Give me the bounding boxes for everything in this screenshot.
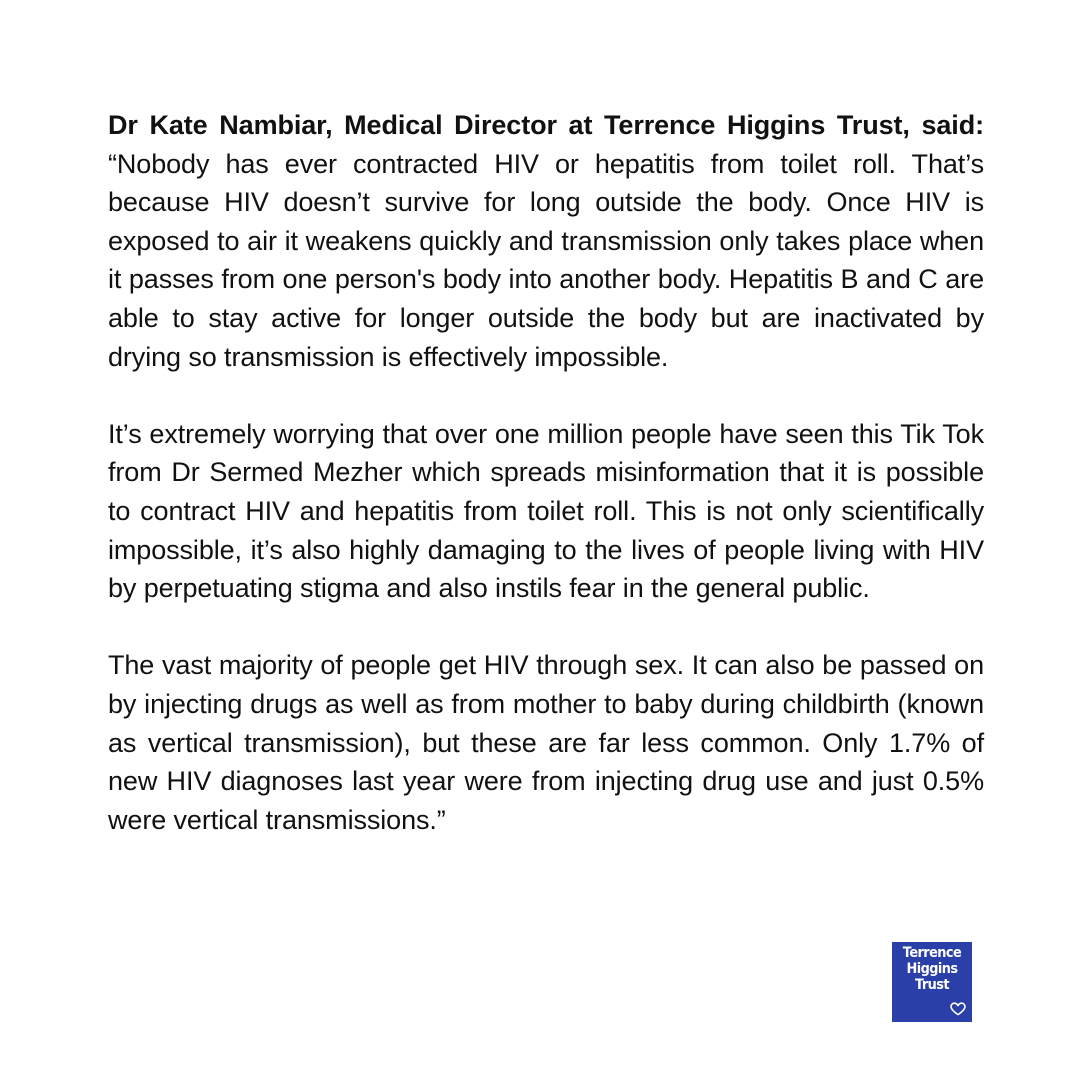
quote-paragraph-3: The vast majority of people get HIV through sex. It can also be passed on by injecting drugs as well as from mother to baby during childbirth (known as vertical transmission), but these are far less common. Only 1.7% of new HIV diagnoses last year were from injecting drug use and just 0.5% were vertical transmissions.”: [108, 650, 984, 835]
logo-line-1: Terrence: [902, 945, 962, 961]
logo-line-3: Trust: [915, 977, 949, 993]
quote-statement: [108, 106, 984, 839]
quote-paragraph-1: [108, 106, 984, 376]
heart-icon: [950, 1002, 966, 1016]
terrence-higgins-trust-logo: [892, 942, 972, 1022]
speaker-attribution: Dr Kate Nambiar, Medical Director at Terrence Higgins Trust, said:: [108, 110, 984, 140]
quote-paragraph-2: It’s extremely worrying that over one million people have seen this Tik Tok from Dr Sermed Mezher which spreads misinformation that it is possible to contract HIV and hepatitis from toilet roll. This is not only scientifically impossible, it’s also highly damaging to the lives of people living with HIV by perpetuating stigma and also instils fear in the general public.: [108, 418, 984, 604]
logo-line-2: Higgins: [906, 961, 958, 977]
paragraph-1-text: “Nobody has ever contracted HIV or hepatitis from toilet roll. That’s because HIV doesn’t survive for long outside the body. Once HIV is exposed to air it weakens quickly and transmission only takes place when it passes from one person's body into another body. Hepatitis B and C are able to stay active for longer outside the body but are inactivated by drying so transmission is effectively impossible.: [108, 148, 984, 372]
